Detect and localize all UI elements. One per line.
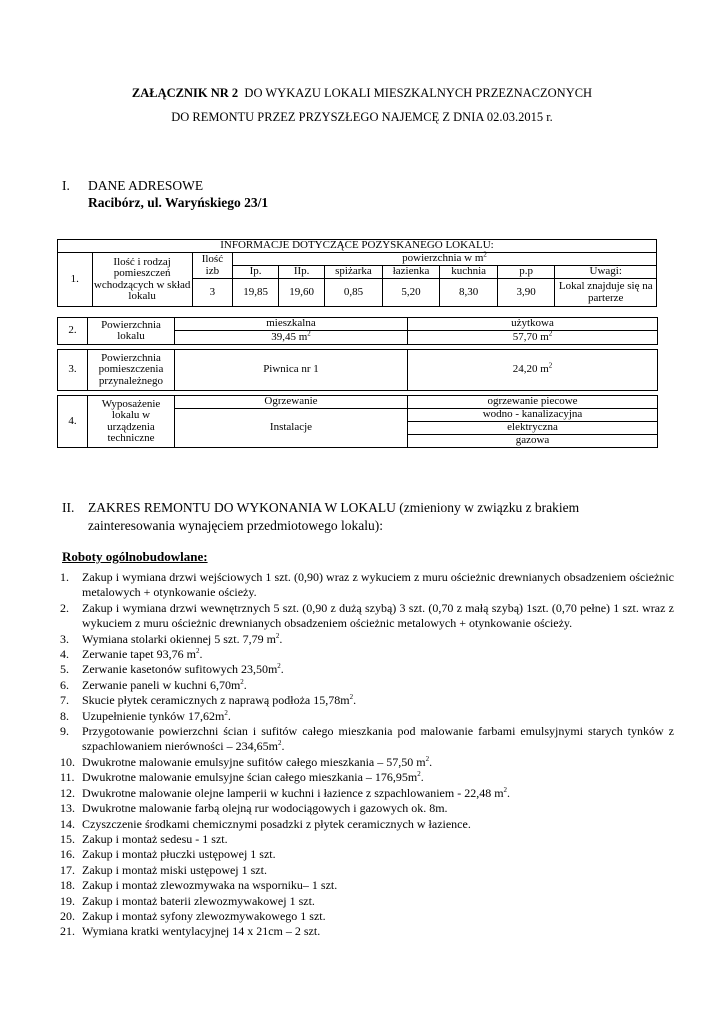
remarks-value: Lokal znajduje się na parterze xyxy=(555,279,657,307)
installation-water: wodno - kanalizacyjna xyxy=(408,409,658,422)
work-item xyxy=(60,601,674,632)
section1-number: I. xyxy=(62,178,70,193)
work-item-end: . xyxy=(353,693,357,708)
heating-label: Ogrzewanie xyxy=(175,396,408,409)
work-item xyxy=(60,878,674,893)
work-item-text: Dwukrotne malowanie farbą olejną rur wodociągowych i gazowych ok. 8m. xyxy=(82,801,448,816)
cellar-name: Piwnica nr 1 xyxy=(175,350,408,391)
residential-area-header: mieszkalna xyxy=(175,318,408,331)
work-item-number: 20. xyxy=(60,908,75,923)
work-item-text: Zakup i montaż sedesu - 1 szt. xyxy=(82,831,228,846)
hall-area: 3,90 xyxy=(497,279,555,307)
work-item-text: Dwukrotne malowanie emulsyjne sufitów całego mieszkania – 57,50 m xyxy=(82,754,426,769)
work-item xyxy=(60,693,674,708)
work-item-text: Dwukrotne malowanie emulsyjne ścian całego mieszkania – 176,95m xyxy=(82,770,418,785)
work-item-number: 9. xyxy=(60,724,69,739)
work-item-text: Zerwanie tapet 93,76 m xyxy=(82,647,196,662)
work-item xyxy=(60,678,674,693)
work-item-unit-sup: 2 xyxy=(195,647,200,656)
work-item-text: Zakup i wymiana drzwi wewnętrznych 5 szt. (0,90 z dużą szybą) 3 szt. (0,70 z małą szybą) 1szt. (0,70 pełne) 1 szt. wraz z wykuciem z muru ościeżnic drewnianych obsadzeniem ościeżnic metalowych + otynkowanie ościeży. xyxy=(82,600,674,631)
work-item-number: 8. xyxy=(60,708,69,723)
equipment-table xyxy=(57,395,658,448)
work-item-text: Zakup i montaż płuczki ustępowej 1 szt. xyxy=(82,847,276,862)
usable-area-header: użytkowa xyxy=(408,318,658,331)
col-pantry: spiżarka xyxy=(325,266,383,279)
work-item-end: . xyxy=(281,739,285,754)
work-item-unit-sup: 2 xyxy=(417,770,421,779)
work-item-number: 6. xyxy=(60,677,69,692)
work-item-end: . xyxy=(199,647,203,662)
work-item-unit-sup: 2 xyxy=(425,754,430,763)
table4-row-number: 4. xyxy=(58,396,88,448)
works-heading: Roboty ogólnobudowlane: xyxy=(62,549,208,564)
work-item-number: 17. xyxy=(60,862,75,877)
work-item xyxy=(60,832,674,847)
table3-label: Powierzchnia pomieszczenia przynależnego xyxy=(88,350,175,391)
work-item-text: Zakup i wymiana drzwi wejściowych 1 szt. (0,90) wraz z wykuciem z muru ościeżnic drewnianych obsadzeniem ościeżnic metalowych + otynkowanie ościeży. xyxy=(82,570,674,600)
address: Racibórz, ul. Waryńskiego 23/1 xyxy=(88,195,269,210)
work-item-number: 3. xyxy=(60,631,69,646)
work-item-text: Zerwanie kasetonów sufitowych 23,50m xyxy=(82,662,278,677)
work-item-end: . xyxy=(243,677,247,692)
work-item xyxy=(60,770,674,785)
table3-row-number: 3. xyxy=(58,350,88,391)
work-item-text: Zakup i montaż baterii zlewozmywakowej 1 szt. xyxy=(82,893,315,908)
works-list xyxy=(60,570,674,940)
room2-area: 19,60 xyxy=(279,279,325,307)
work-item xyxy=(60,894,674,909)
auxiliary-room-table xyxy=(57,349,658,391)
work-item-text: Wymiana kratki wentylacyjnej 14 x 21cm – 2 szt. xyxy=(82,924,321,939)
room-count-value: 3 xyxy=(192,279,232,307)
work-item xyxy=(60,801,674,816)
work-item-number: 7. xyxy=(60,693,69,708)
pantry-area: 0,85 xyxy=(325,279,383,307)
usable-area-value: 57,70 $m^2$ xyxy=(408,331,658,345)
work-item-text: Zakup i montaż miski ustępowej 1 szt. xyxy=(82,862,267,877)
work-item-text: Wymiana stolarki okiennej 5 szt. 7,79 m xyxy=(82,631,276,646)
work-item-unit-sup: 2 xyxy=(277,662,281,671)
installation-electric: elektryczna xyxy=(408,422,658,435)
table1-row-number: 1. xyxy=(58,253,93,307)
work-item-number: 1. xyxy=(60,570,69,584)
work-item xyxy=(60,709,674,724)
work-item-end: . xyxy=(429,754,433,769)
work-item-text: Czyszczenie środkami chemicznymi posadzki z płytek ceramicznych w łazience. xyxy=(82,816,471,831)
work-item xyxy=(60,847,674,862)
work-item-unit-sup: 2 xyxy=(275,631,280,640)
work-item-text: Uzupełnienie tynków 17,62m xyxy=(82,708,225,723)
work-item-end: . xyxy=(279,631,283,646)
bathroom-area: 5,20 xyxy=(382,279,440,307)
document-title-line2: DO REMONTU PRZEZ PRZYSZŁEGO NAJEMCĘ Z DNIA 02.03.2015 r. xyxy=(171,110,553,124)
work-item-number: 14. xyxy=(60,816,75,831)
work-item-end: . xyxy=(280,662,284,677)
work-item-text: Zerwanie paneli w kuchni 6,70m xyxy=(82,677,241,692)
col-remarks: Uwagi: xyxy=(555,266,657,279)
work-item-unit-sup: 2 xyxy=(277,739,282,748)
work-item-number: 12. xyxy=(60,785,75,800)
section2-number: II. xyxy=(62,500,75,515)
table1-title: INFORMACJE DOTYCZĄCE POZYSKANEGO LOKALU: xyxy=(58,240,657,253)
section1-title: DANE ADRESOWE xyxy=(88,178,204,193)
work-item-number: 2. xyxy=(60,600,69,615)
work-item-end: . xyxy=(227,708,231,723)
annex-title: DO WYKAZU LOKALI MIESZKALNYCH PRZEZNACZONYCH xyxy=(244,86,593,100)
col-hall: p.p xyxy=(497,266,555,279)
work-item-number: 4. xyxy=(60,647,69,662)
work-item xyxy=(60,924,674,939)
work-item xyxy=(60,786,674,801)
col-kitchen: kuchnia xyxy=(440,266,498,279)
cellar-area: 24,20 $m^2$ xyxy=(408,350,658,391)
document-title-line1 xyxy=(0,86,724,101)
work-item-text: Zakup i montaż zlewozmywaka na wsporniku– 1 szt. xyxy=(82,878,338,893)
work-item-number: 18. xyxy=(60,878,75,893)
work-item-end: . xyxy=(420,770,424,785)
work-item-text: Dwukrotne malowanie olejne lamperii w kuchni i łazience z szpachlowaniem - 22,48 m xyxy=(82,785,504,800)
work-item-number: 21. xyxy=(60,924,75,939)
room1-area: 19,85 xyxy=(233,279,279,307)
work-item-text: Przygotowanie powierzchni ścian i sufitów całego mieszkania pod malowanie farbami emulsyjnymi starych tynków z szpachlowaniem nierówności – 234,65m xyxy=(82,724,674,754)
work-item-unit-sup: 2 xyxy=(503,785,508,794)
work-item xyxy=(60,570,674,601)
heating-value: ogrzewanie piecowe xyxy=(408,396,658,409)
premises-info-table xyxy=(57,239,657,307)
table2-label: Powierzchnia lokalu xyxy=(88,318,175,345)
area-table xyxy=(57,317,658,345)
work-item xyxy=(60,632,674,647)
col-room2: IIp. xyxy=(279,266,325,279)
installations-label: Instalacje xyxy=(175,409,408,448)
work-item xyxy=(60,863,674,878)
residential-area-value: 39,45 $m^2$ xyxy=(175,331,408,345)
work-item-number: 10. xyxy=(60,754,75,769)
annex-label: ZAŁĄCZNIK NR 2 xyxy=(131,86,239,100)
work-item-unit-sup: 2 xyxy=(240,677,244,686)
work-item xyxy=(60,662,674,677)
work-item-number: 13. xyxy=(60,801,75,816)
section2-title-line2: zainteresowania wynajęciem przedmiotowego lokalu): xyxy=(88,518,384,533)
work-item xyxy=(60,755,674,770)
kitchen-area: 8,30 xyxy=(440,279,498,307)
work-item xyxy=(60,647,674,662)
work-item-number: 5. xyxy=(60,662,69,677)
work-item-text: Zakup i montaż syfony zlewozmywakowego 1 szt. xyxy=(82,908,326,923)
work-item-text: Skucie płytek ceramicznych z naprawą podłoża 15,78m xyxy=(82,693,350,708)
area-header: powierzchnia w $m^2$ xyxy=(233,253,657,266)
work-item xyxy=(60,909,674,924)
work-item-number: 15. xyxy=(60,831,75,846)
room-count-header: Ilość izb xyxy=(192,253,232,279)
table2-row-number: 2. xyxy=(58,318,88,345)
work-item-unit-sup: 2 xyxy=(349,693,354,702)
work-item xyxy=(60,817,674,832)
col-room1: Ip. xyxy=(233,266,279,279)
work-item-number: 11. xyxy=(60,770,75,785)
installation-gas: gazowa xyxy=(408,435,658,448)
table1-label: Ilość i rodzaj pomieszczeń wchodzących w skład lokalu xyxy=(92,253,192,307)
work-item xyxy=(60,724,674,755)
work-item-end: . xyxy=(507,785,511,800)
work-item-number: 16. xyxy=(60,847,75,862)
work-item-number: 19. xyxy=(60,893,75,908)
col-bathroom: łazienka xyxy=(382,266,440,279)
section2-title-line1: ZAKRES REMONTU DO WYKONANIA W LOKALU (zmieniony w związku z brakiem xyxy=(88,500,580,515)
work-item-unit-sup: 2 xyxy=(224,708,228,717)
table4-label: Wyposażenie lokalu w urządzenia techniczne xyxy=(88,396,175,448)
